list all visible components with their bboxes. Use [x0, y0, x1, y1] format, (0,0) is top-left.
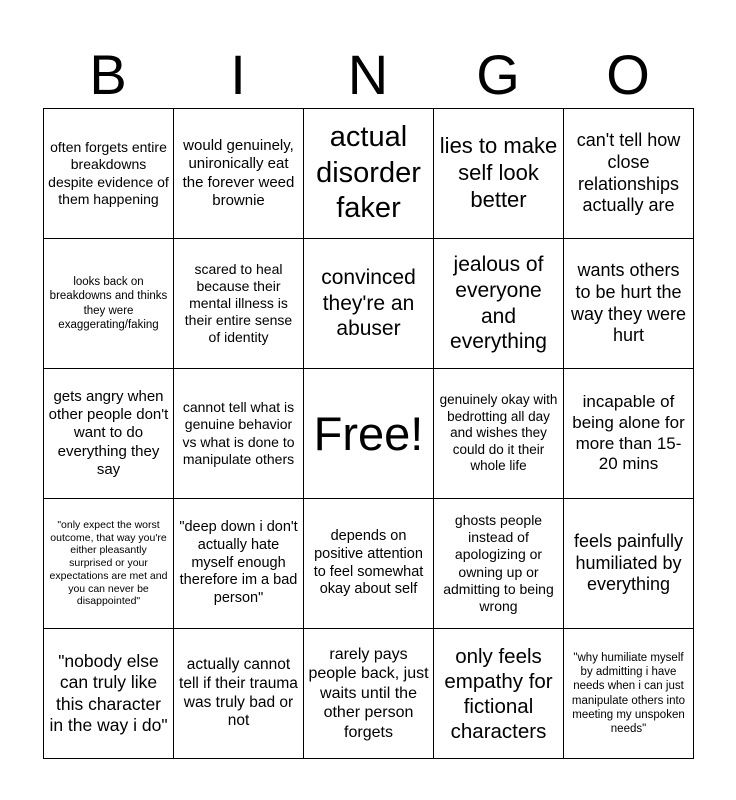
bingo-cell [434, 629, 564, 759]
bingo-row [44, 499, 694, 629]
bingo-cell-text: feels painfully humiliated by everything [573, 530, 684, 595]
bingo-cell [44, 499, 174, 629]
bingo-cell-text: "nobody else can truly like this character in the way i do" [49, 650, 168, 735]
bingo-cell-text: incapable of being alone for more than 15-20 mins [572, 392, 685, 474]
bingo-cell [304, 629, 434, 759]
bingo-cell [174, 499, 304, 629]
bingo-cell [434, 369, 564, 499]
bingo-cell-text: would genuinely, unironically eat the forever weed brownie [182, 136, 295, 209]
bingo-cell [564, 369, 694, 499]
bingo-cell [304, 239, 434, 369]
bingo-cell-text: often forgets entire breakdowns despite evidence of them happening [48, 139, 169, 207]
bingo-cell [174, 239, 304, 369]
bingo-cell [174, 109, 304, 239]
bingo-cell-text: convinced they're an abuser [321, 266, 416, 341]
bingo-cell [564, 239, 694, 369]
bingo-cell-text: "deep down i don't actually hate myself enough therefore im a bad person" [179, 519, 298, 607]
bingo-row [44, 239, 694, 369]
header-letter-n: N [347, 43, 389, 106]
bingo-cell-text: "only expect the worst outcome, that way you're either pleasantly surprised or your expectations are met and you can never be disappointed" [49, 518, 168, 608]
bingo-cell-text: Free! [313, 406, 424, 460]
bingo-cell-text: gets angry when other people don't want to do everything they say [48, 387, 169, 478]
bingo-board [43, 108, 694, 759]
bingo-cell-text: wants others to be hurt the way they were hurt [570, 259, 687, 346]
bingo-cell-text: jealous of everyone and everything [450, 253, 547, 354]
bingo-cell-text: only feels empathy for fictional characters [444, 644, 553, 743]
bingo-cell-text: actual disorder faker [316, 121, 421, 225]
header-letter-i: I [230, 43, 246, 106]
bingo-cell [304, 499, 434, 629]
bingo-cell-text: cannot tell what is genuine behavior vs what is done to manipulate others [182, 399, 295, 467]
bingo-cell [44, 369, 174, 499]
bingo-cell-text: actually cannot tell if their trauma was truly bad or not [179, 655, 298, 730]
bingo-cell [434, 239, 564, 369]
header-letter-o: O [606, 43, 650, 106]
bingo-row [44, 629, 694, 759]
bingo-cell [174, 629, 304, 759]
bingo-cell [434, 499, 564, 629]
bingo-cell-text: genuinely okay with bedrotting all day and wishes they could do it their whole life [439, 392, 558, 474]
bingo-cell [44, 239, 174, 369]
bingo-cell-text: can't tell how close relationships actually are [576, 129, 681, 216]
bingo-cell [564, 629, 694, 759]
bingo-cell-text: rarely pays people back, just waits until the other person forgets [308, 645, 429, 741]
bingo-cell [44, 629, 174, 759]
bingo-cell [304, 109, 434, 239]
bingo-cell [174, 369, 304, 499]
bingo-cell-text: ghosts people instead of apologizing or owning up or admitting to being wrong [443, 512, 554, 614]
bingo-cell [434, 109, 564, 239]
bingo-cell-text: lies to make self look better [439, 133, 558, 212]
bingo-row [44, 109, 694, 239]
bingo-header [43, 42, 693, 108]
bingo-cell-text: looks back on breakdowns and thinks they were exaggerating/faking [49, 276, 168, 331]
free-space-cell [304, 369, 434, 499]
bingo-cell [564, 499, 694, 629]
bingo-cell-text: scared to heal because their mental illness is their entire sense of identity [184, 260, 293, 346]
header-letter-b: B [89, 43, 127, 106]
bingo-cell-text: "why humiliate myself by admitting i have needs when i can just manipulate others into meeting my unspoken needs" [571, 652, 686, 735]
header-letter-g: G [476, 43, 520, 106]
bingo-row [44, 369, 694, 499]
bingo-cell-text: depends on positive attention to feel somewhat okay about self [313, 528, 424, 598]
bingo-cell [44, 109, 174, 239]
bingo-cell [564, 109, 694, 239]
